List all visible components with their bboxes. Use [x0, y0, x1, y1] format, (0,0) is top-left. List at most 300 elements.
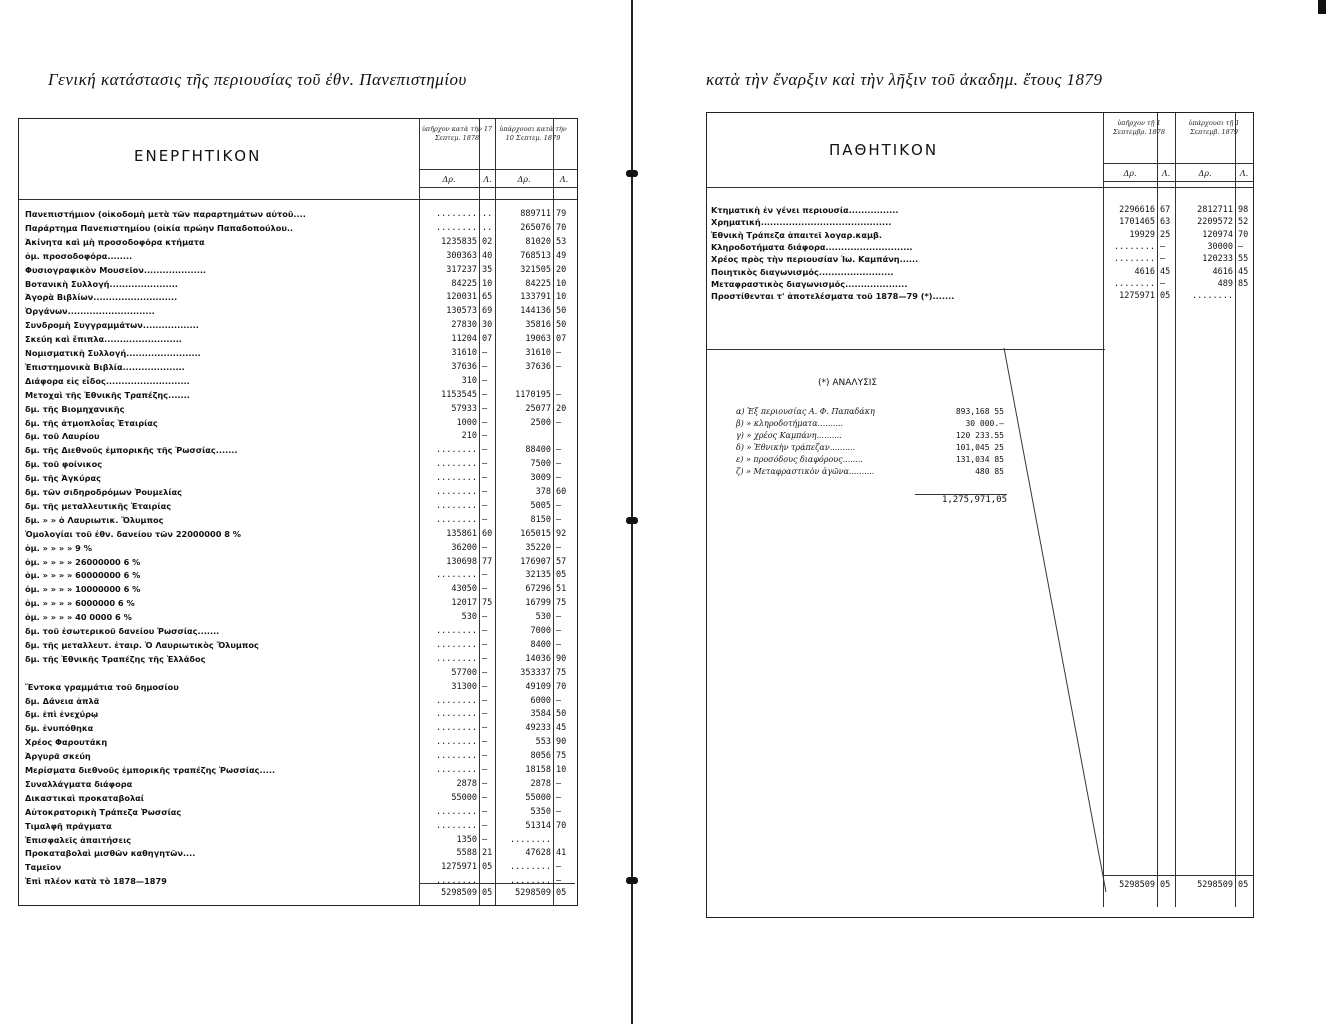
- unit-drachma: Δρ.: [517, 175, 531, 184]
- asset-amount-1879: 3009: [530, 473, 551, 484]
- liability-lepta-1879: 70: [1238, 229, 1249, 240]
- assets-total-1879-lepta: 05: [556, 888, 567, 898]
- asset-lepta-1879: —: [556, 542, 562, 553]
- asset-amount-1879: 378: [535, 487, 551, 497]
- asset-lepta-1878: 30: [482, 320, 493, 331]
- asset-amount-1878: 210: [461, 431, 477, 442]
- asset-lepta-1878: —: [482, 820, 488, 831]
- liability-lepta-1879: 85: [1238, 278, 1249, 289]
- asset-amount-1878: ........: [436, 751, 477, 762]
- asset-amount-1878: 43050: [451, 584, 477, 595]
- asset-lepta-1878: —: [482, 653, 488, 664]
- assets-col1-header: ὑπῆρχον κατὰ τὴν 17 Σεπτεμ. 1878: [421, 125, 493, 142]
- asset-amount-1878: 2878: [456, 778, 477, 789]
- asset-lepta-1879: 20: [556, 264, 567, 275]
- asset-lepta-1879: —: [556, 695, 562, 706]
- liability-lepta-1879: —: [1238, 241, 1244, 252]
- liability-label: Χρέος πρὸς τὴν περιουσίαν Ἰω. Καμπάνη......: [711, 254, 919, 265]
- asset-amount-1879: 88400: [525, 445, 551, 456]
- page-title-left: Γενική κατάστασις τῆς περιουσίας τοῦ ἐθν. Πανεπιστημίου: [48, 70, 467, 89]
- asset-lepta-1879: 50: [556, 320, 567, 331]
- analysis-item-amount: 30 000.—: [965, 419, 1004, 428]
- asset-amount-1879: 32135: [525, 570, 551, 581]
- asset-amount-1879: 84225: [525, 278, 551, 289]
- assets-total-1878-lepta: 05: [482, 888, 493, 898]
- asset-amount-1879: 49233: [525, 723, 551, 734]
- asset-amount-1879: 49109: [525, 681, 551, 692]
- analysis-item-text: δ) » Ἐθνικὴν τράπεζαν..........: [736, 443, 856, 452]
- analysis-row: [736, 430, 1008, 441]
- asset-amount-1878: 31300: [451, 681, 477, 692]
- liabilities-col2-header: ὑπάρχουσι τῇ 1 Σεπτεμβ. 1879: [1188, 119, 1240, 136]
- asset-lepta-1879: —: [556, 876, 562, 887]
- liabilities-total-1878: 5298509: [1119, 880, 1155, 890]
- asset-lepta-1879: 07: [556, 334, 567, 345]
- liability-amount-1879: ........: [1192, 291, 1233, 302]
- asset-label: δμ. τῆς μεταλλευτικῆς Ἑταιρίας: [25, 500, 172, 511]
- asset-lepta-1879: 75: [556, 667, 567, 678]
- asset-lepta-1879: 51: [556, 584, 567, 595]
- asset-lepta-1878: —: [482, 514, 488, 525]
- liability-label: Ἐθνικὴ Τράπεζα ἀπαιτεῖ λογαρ.καμβ.: [711, 229, 882, 240]
- asset-amount-1878: 55000: [451, 792, 477, 803]
- asset-label: Ἀκίνητα καὶ μὴ προσοδοφόρα κτήματα: [25, 236, 205, 247]
- asset-amount-1878: ........: [436, 570, 477, 581]
- unit-drachma: Δρ.: [1123, 169, 1137, 178]
- liability-amount-1878: 4616: [1134, 266, 1155, 277]
- asset-lepta-1879: —: [556, 500, 562, 511]
- liability-amount-1878: 2296616: [1119, 205, 1155, 215]
- asset-amount-1879: 144136: [520, 306, 551, 317]
- asset-lepta-1879: 70: [556, 820, 567, 831]
- asset-lepta-1878: —: [482, 445, 488, 456]
- asset-amount-1878: ........: [436, 709, 477, 720]
- asset-amount-1879: 353337: [520, 667, 551, 678]
- asset-label: δμ. ἐνυπόθηκα: [25, 723, 94, 734]
- liability-amount-1879: 120974: [1202, 229, 1233, 240]
- asset-lepta-1879: 57: [556, 556, 567, 567]
- asset-amount-1879: 31610: [525, 348, 551, 358]
- asset-lepta-1878: 65: [482, 292, 493, 303]
- asset-lepta-1879: —: [556, 862, 562, 873]
- liability-label: Ποιητικὸς διαγωνισμός........................: [711, 266, 894, 277]
- liability-lepta-1879: 98: [1238, 205, 1249, 215]
- asset-amount-1879: 889711: [520, 209, 551, 219]
- asset-label: δμ. τῆς ἀτμοπλοΐας Ἑταιρίας: [25, 417, 158, 428]
- asset-label: δμ. » » ὁ Λαυριωτικ. Ὄλυμπος: [25, 514, 164, 525]
- asset-label: δμ. ἐπὶ ἐνεχύρῳ: [25, 709, 99, 720]
- asset-amount-1878: 1000: [456, 417, 477, 428]
- asset-lepta-1878: —: [482, 681, 488, 692]
- analysis-item-text: β) » κληροδοτήματα..........: [736, 419, 844, 428]
- liability-lepta-1878: 67: [1160, 205, 1171, 215]
- asset-label: ὁμ. προσοδοφόρα........: [25, 250, 133, 261]
- asset-label: Τιμαλφῆ πράγματα: [25, 820, 112, 831]
- liability-label: Κτηματικὴ ἐν γένει περιουσία................: [711, 205, 899, 215]
- asset-lepta-1878: —: [482, 639, 488, 650]
- asset-amount-1879: 1170195: [515, 389, 551, 400]
- analysis-row: [736, 466, 1008, 477]
- analysis-item-text: α) Ἐξ περιουσίας Α. Φ. Παπαδάκη: [736, 407, 875, 416]
- liability-amount-1879: 120233: [1202, 254, 1233, 265]
- analysis-item-amount: 480 85: [975, 467, 1004, 476]
- asset-amount-1879: 553: [535, 737, 551, 748]
- asset-lepta-1879: 92: [556, 528, 567, 539]
- asset-lepta-1878: 77: [482, 556, 493, 567]
- asset-lepta-1878: —: [482, 487, 488, 497]
- asset-lepta-1878: —: [482, 403, 488, 414]
- asset-label: δμ. τῆς Διεθνοῦς ἐμπορικῆς τῆς Ῥωσσίας.......: [25, 445, 238, 456]
- asset-amount-1879: 6000: [530, 695, 551, 706]
- asset-lepta-1878: 05: [482, 862, 493, 873]
- liability-lepta-1879: 55: [1238, 254, 1249, 265]
- asset-label: Προκαταβολαὶ μισθῶν καθηγητῶν....: [25, 848, 196, 859]
- analysis-item-amount: 893,168 55: [955, 407, 1004, 416]
- analysis-item-amount: 120 233.55: [955, 431, 1004, 440]
- asset-lepta-1879: —: [556, 348, 562, 358]
- asset-amount-1879: 2878: [530, 778, 551, 789]
- asset-lepta-1879: 41: [556, 848, 567, 859]
- asset-amount-1878: 57700: [451, 667, 477, 678]
- asset-amount-1878: ........: [436, 806, 477, 817]
- asset-amount-1878: ........: [436, 222, 477, 233]
- asset-label: ὁμ. » » » » 10000000 6 %: [25, 584, 141, 595]
- asset-lepta-1878: —: [482, 459, 488, 470]
- asset-label: Νομισματικὴ Συλλογή........................: [25, 348, 201, 358]
- asset-amount-1878: 1235835: [441, 236, 477, 247]
- liability-label: Προστίθενται τ' ἀποτελέσματα τοῦ 1878—79 (*).......: [711, 291, 955, 302]
- asset-amount-1878: ........: [436, 639, 477, 650]
- asset-amount-1878: ........: [436, 514, 477, 525]
- asset-label: ὁμ. » » » » 40 0000 6 %: [25, 612, 132, 623]
- asset-amount-1878: 1275971: [441, 862, 477, 873]
- asset-amount-1878: 130698: [446, 556, 477, 567]
- asset-amount-1879: 768513: [520, 250, 551, 261]
- analysis-item-text: ζ) » Μεταφραστικὸν ἀγῶνα..........: [736, 467, 875, 476]
- asset-amount-1878: 57933: [451, 403, 477, 414]
- asset-amount-1878: 31610: [451, 348, 477, 358]
- analysis-total: 1,275,971,05: [915, 494, 1007, 505]
- asset-label: Σκεύη καὶ ἔπιπλα.........................: [25, 334, 182, 345]
- asset-amount-1878: 37636: [451, 361, 477, 372]
- asset-lepta-1878: —: [482, 500, 488, 511]
- asset-label: Συναλλάγματα διάφορα: [25, 778, 133, 789]
- asset-amount-1878: ........: [436, 459, 477, 470]
- assets-heading: ΕΝΕΡΓΗΤΙΚΟΝ: [134, 147, 262, 165]
- liability-lepta-1879: 52: [1238, 217, 1249, 228]
- asset-label: Πανεπιστήμιον (οἰκοδομὴ μετὰ τῶν παραρτημάτων αὐτοῦ....: [25, 209, 306, 219]
- unit-lepta: Λ.: [559, 175, 569, 184]
- asset-label: Χρέος Φαρουτάκη: [25, 737, 108, 748]
- asset-label: δμ. τῶν σιδηροδρόμων Ῥουμελίας: [25, 487, 183, 497]
- asset-amount-1879: 37636: [525, 361, 551, 372]
- asset-lepta-1878: 21: [482, 848, 493, 859]
- liability-amount-1879: 2812711: [1197, 205, 1233, 215]
- asset-lepta-1878: —: [482, 542, 488, 553]
- analysis-item-text: γ) » χρέος Καμπάνη..........: [736, 431, 842, 440]
- asset-amount-1879: 55000: [525, 792, 551, 803]
- unit-drachma: Δρ.: [442, 175, 456, 184]
- asset-amount-1878: 310: [461, 375, 477, 386]
- asset-label: Ἔντοκα γραμμάτια τοῦ δημοσίου: [25, 681, 179, 692]
- asset-amount-1878: 130573: [446, 306, 477, 317]
- asset-label: δμ. Δάνεια ἁπλᾶ: [25, 695, 100, 706]
- asset-label: δμ. τῆς Ἐθνικῆς Τραπέζης τῆς Ἑλλάδος: [25, 653, 206, 664]
- asset-lepta-1879: —: [556, 389, 562, 400]
- liability-lepta-1878: —: [1160, 254, 1166, 265]
- asset-amount-1879: 25077: [525, 403, 551, 414]
- asset-amount-1879: 67296: [525, 584, 551, 595]
- asset-lepta-1879: 05: [556, 570, 567, 581]
- asset-amount-1878: ........: [436, 653, 477, 664]
- liability-lepta-1878: —: [1160, 241, 1166, 252]
- asset-lepta-1879: 10: [556, 765, 567, 775]
- asset-amount-1879: 8056: [530, 751, 551, 762]
- liability-label: Κληροδοτήματα διάφορα............................: [711, 241, 913, 252]
- liabilities-total-1879: 5298509: [1197, 880, 1233, 890]
- asset-amount-1878: ........: [436, 209, 477, 219]
- asset-amount-1878: ........: [436, 820, 477, 831]
- asset-amount-1879: 35220: [525, 542, 551, 553]
- asset-amount-1879: 3584: [530, 709, 551, 720]
- asset-amount-1879: 8150: [530, 514, 551, 525]
- asset-lepta-1879: 10: [556, 292, 567, 303]
- liability-amount-1878: ........: [1114, 278, 1155, 289]
- asset-amount-1879: ........: [510, 876, 551, 887]
- asset-label: Δικαστικαὶ προκαταβολαί: [25, 792, 144, 803]
- asset-lepta-1878: ..: [482, 222, 493, 233]
- asset-lepta-1879: 50: [556, 709, 567, 720]
- asset-lepta-1879: —: [556, 417, 562, 428]
- asset-lepta-1879: 79: [556, 209, 567, 219]
- liability-lepta-1878: 63: [1160, 217, 1171, 228]
- liability-amount-1879: 489: [1217, 278, 1233, 289]
- asset-lepta-1878: —: [482, 737, 488, 748]
- asset-amount-1878: 530: [461, 612, 477, 623]
- liability-amount-1878: ........: [1114, 241, 1155, 252]
- asset-label: δμ. τοῦ ἐσωτερικοῦ δανείου Ῥωσσίας.......: [25, 626, 220, 636]
- asset-amount-1878: 317237: [446, 264, 477, 275]
- asset-lepta-1879: 75: [556, 598, 567, 609]
- asset-lepta-1879: 49: [556, 250, 567, 261]
- asset-lepta-1878: —: [482, 375, 488, 386]
- asset-lepta-1878: —: [482, 570, 488, 581]
- page-title-right: κατὰ τὴν ἔναρξιν καὶ τὴν λῆξιν τοῦ ἀκαδημ. ἔτους 1879: [706, 70, 1103, 89]
- asset-amount-1879: 81020: [525, 236, 551, 247]
- asset-amount-1878: 36200: [451, 542, 477, 553]
- liability-amount-1879: 30000: [1207, 241, 1233, 252]
- asset-lepta-1878: —: [482, 584, 488, 595]
- asset-label: ὁμ. » » » » 9 %: [25, 542, 92, 553]
- asset-amount-1878: ........: [436, 723, 477, 734]
- asset-amount-1878: 120031: [446, 292, 477, 303]
- liability-lepta-1878: 45: [1160, 266, 1171, 277]
- asset-lepta-1879: 70: [556, 681, 567, 692]
- asset-lepta-1878: —: [482, 709, 488, 720]
- asset-lepta-1878: 07: [482, 334, 493, 345]
- asset-lepta-1879: —: [556, 514, 562, 525]
- asset-amount-1879: 133791: [520, 292, 551, 303]
- asset-lepta-1878: —: [482, 389, 488, 400]
- asset-amount-1878: ........: [436, 765, 477, 775]
- asset-amount-1879: 51314: [525, 820, 551, 831]
- liabilities-heading: ΠΑΘΗΤΙΚΟΝ: [829, 141, 939, 159]
- asset-lepta-1878: —: [482, 778, 488, 789]
- asset-label: δμ. τῆς Ἀγκύρας: [25, 473, 101, 484]
- analysis-row: [736, 406, 1008, 417]
- asset-amount-1879: 5005: [530, 500, 551, 511]
- asset-lepta-1878: 35: [482, 264, 493, 275]
- asset-lepta-1879: 90: [556, 653, 567, 664]
- asset-amount-1879: 7500: [530, 459, 551, 470]
- asset-label: Συνδρομὴ Συγγραμμάτων..................: [25, 320, 199, 331]
- asset-label: δμ. τῆς Βιομηχανικῆς: [25, 403, 125, 414]
- assets-total-1879: 5298509: [515, 888, 551, 898]
- asset-amount-1878: ........: [436, 500, 477, 511]
- analysis-title: (*) ΑΝΑΛΥΣΙΣ: [818, 378, 878, 388]
- unit-drachma: Δρ.: [1198, 169, 1212, 178]
- liability-lepta-1879: 45: [1238, 266, 1249, 277]
- asset-lepta-1879: 60: [556, 487, 567, 497]
- asset-amount-1879: 8400: [530, 639, 551, 650]
- asset-amount-1879: 176907: [520, 556, 551, 567]
- unit-lepta: Λ.: [483, 175, 492, 184]
- asset-lepta-1878: —: [482, 348, 488, 358]
- liabilities-col1-header: ὑπῆρχον τῇ 1 Σεπτεμβρ. 1878: [1113, 119, 1165, 136]
- asset-label: Μετοχαὶ τῆς Ἐθνικῆς Τραπέζης.......: [25, 389, 190, 400]
- asset-amount-1878: ........: [436, 695, 477, 706]
- asset-lepta-1878: —: [482, 626, 488, 636]
- asset-amount-1879: 47628: [525, 848, 551, 859]
- asset-lepta-1878: —: [482, 431, 488, 442]
- asset-amount-1879: 165015: [520, 528, 551, 539]
- asset-lepta-1879: —: [556, 459, 562, 470]
- asset-lepta-1879: 20: [556, 403, 567, 414]
- asset-lepta-1878: 02: [482, 236, 493, 247]
- asset-lepta-1879: —: [556, 792, 562, 803]
- asset-amount-1879: 530: [535, 612, 551, 623]
- asset-lepta-1878: —: [482, 765, 488, 775]
- asset-lepta-1879: 53: [556, 236, 567, 247]
- asset-lepta-1879: —: [556, 361, 562, 372]
- asset-amount-1879: 7000: [530, 626, 551, 636]
- asset-lepta-1878: —: [482, 806, 488, 817]
- asset-amount-1878: 1153545: [441, 389, 477, 400]
- asset-label: Αὐτοκρατορικὴ Τράπεζα Ῥωσσίας: [25, 806, 182, 817]
- asset-label: Ταμεῖον: [25, 862, 62, 873]
- asset-amount-1878: 27830: [451, 320, 477, 331]
- asset-lepta-1878: 75: [482, 598, 493, 609]
- asset-lepta-1879: —: [556, 473, 562, 484]
- asset-amount-1878: 11204: [451, 334, 477, 345]
- asset-amount-1879: 16799: [525, 598, 551, 609]
- asset-amount-1878: 12017: [451, 598, 477, 609]
- asset-label: Ἀργυρᾶ σκεύη: [25, 751, 91, 762]
- analysis-row: [736, 454, 1008, 465]
- liability-lepta-1878: 05: [1160, 291, 1171, 302]
- asset-label: Ὀργάνων............................: [25, 306, 155, 317]
- asset-lepta-1878: —: [482, 417, 488, 428]
- asset-lepta-1878: —: [482, 473, 488, 484]
- asset-amount-1879: 2500: [530, 417, 551, 428]
- asset-lepta-1879: 70: [556, 222, 567, 233]
- liability-amount-1878: ........: [1114, 254, 1155, 265]
- liability-amount-1879: 4616: [1212, 266, 1233, 277]
- liability-amount-1878: 1275971: [1119, 291, 1155, 302]
- asset-label: δμ. τῆς μεταλλευτ. ἑταιρ. Ὁ Λαυριωτικὸς Ὄλυμπος: [25, 639, 259, 650]
- asset-lepta-1879: —: [556, 806, 562, 817]
- asset-lepta-1878: —: [482, 723, 488, 734]
- asset-amount-1879: ........: [510, 862, 551, 873]
- liability-amount-1878: 1701465: [1119, 217, 1155, 228]
- asset-lepta-1878: —: [482, 751, 488, 762]
- asset-lepta-1878: 60: [482, 528, 493, 539]
- analysis-item-amount: 101,045 25: [955, 443, 1004, 452]
- asset-lepta-1878: —: [482, 695, 488, 706]
- asset-label: ὁμ. » » » » 6000000 6 %: [25, 598, 135, 609]
- liability-amount-1878: 19929: [1129, 229, 1155, 240]
- liability-lepta-1878: —: [1160, 278, 1166, 289]
- asset-label: Φυσιογραφικὸν Μουσεῖον....................: [25, 264, 207, 275]
- asset-amount-1878: ........: [436, 626, 477, 636]
- asset-lepta-1879: —: [556, 639, 562, 650]
- analysis-row: [736, 442, 1008, 453]
- asset-lepta-1879: —: [556, 626, 562, 636]
- asset-label: ὁμ. » » » » 60000000 6 %: [25, 570, 141, 581]
- asset-label: Μερίσματα διεθνοῦς ἐμπορικῆς τραπέζης Ῥωσσίας.....: [25, 765, 276, 775]
- asset-label: ὁμ. » » » » 26000000 6 %: [25, 556, 141, 567]
- liability-label: Μεταφραστικὸς διαγωνισμός....................: [711, 278, 908, 289]
- assets-col2-header: ὑπάρχουσι κατὰ τὴν 10 Σεπτεμ. 1879: [499, 125, 567, 142]
- asset-label: δμ. τοῦ φοίνικος: [25, 459, 103, 470]
- liabilities-total-1878-lepta: 05: [1160, 880, 1171, 890]
- asset-lepta-1879: 10: [556, 278, 567, 289]
- asset-label: Βοτανικὴ Συλλογή......................: [25, 278, 178, 289]
- asset-amount-1879: 35816: [525, 320, 551, 331]
- analysis-row: [736, 418, 1008, 429]
- asset-lepta-1878: 40: [482, 250, 493, 261]
- asset-label: Ἀγορὰ Βιβλίων...........................: [25, 292, 178, 303]
- asset-label: Ἐπὶ πλέον κατὰ τὸ 1878—1879: [25, 876, 167, 887]
- asset-amount-1878: 1350: [456, 834, 477, 845]
- asset-lepta-1878: ..: [482, 209, 493, 219]
- asset-amount-1878: ........: [436, 737, 477, 748]
- asset-amount-1878: ........: [436, 445, 477, 456]
- asset-lepta-1879: 90: [556, 737, 567, 748]
- liabilities-total-1879-lepta: 05: [1238, 880, 1249, 890]
- asset-label: Διάφορα εἰς εἶδος...........................: [25, 375, 190, 386]
- asset-lepta-1879: 45: [556, 723, 567, 734]
- liability-amount-1879: 2209572: [1197, 217, 1233, 228]
- asset-lepta-1878: —: [482, 667, 488, 678]
- asset-amount-1879: 5350: [530, 806, 551, 817]
- asset-amount-1879: 14036: [525, 653, 551, 664]
- asset-amount-1878: ........: [436, 876, 477, 887]
- assets-total-1878: 5298509: [441, 888, 477, 898]
- asset-label: Ἐπισφαλεῖς ἀπαιτήσεις: [25, 834, 132, 845]
- asset-lepta-1879: 50: [556, 306, 567, 317]
- asset-amount-1878: ........: [436, 473, 477, 484]
- asset-lepta-1879: —: [556, 445, 562, 456]
- asset-lepta-1878: 69: [482, 306, 493, 317]
- asset-label: Ἐπιστημονικὰ Βιβλία....................: [25, 361, 185, 372]
- asset-amount-1878: ........: [436, 487, 477, 497]
- asset-lepta-1878: —: [482, 792, 488, 803]
- asset-label: Παράρτημα Πανεπιστημίου (οἰκία πρώην Παπαδοπούλου..: [25, 222, 294, 233]
- asset-lepta-1879: 75: [556, 751, 567, 762]
- asset-amount-1878: 135861: [446, 528, 477, 539]
- liability-label: Χρηματική..........................................: [711, 217, 892, 228]
